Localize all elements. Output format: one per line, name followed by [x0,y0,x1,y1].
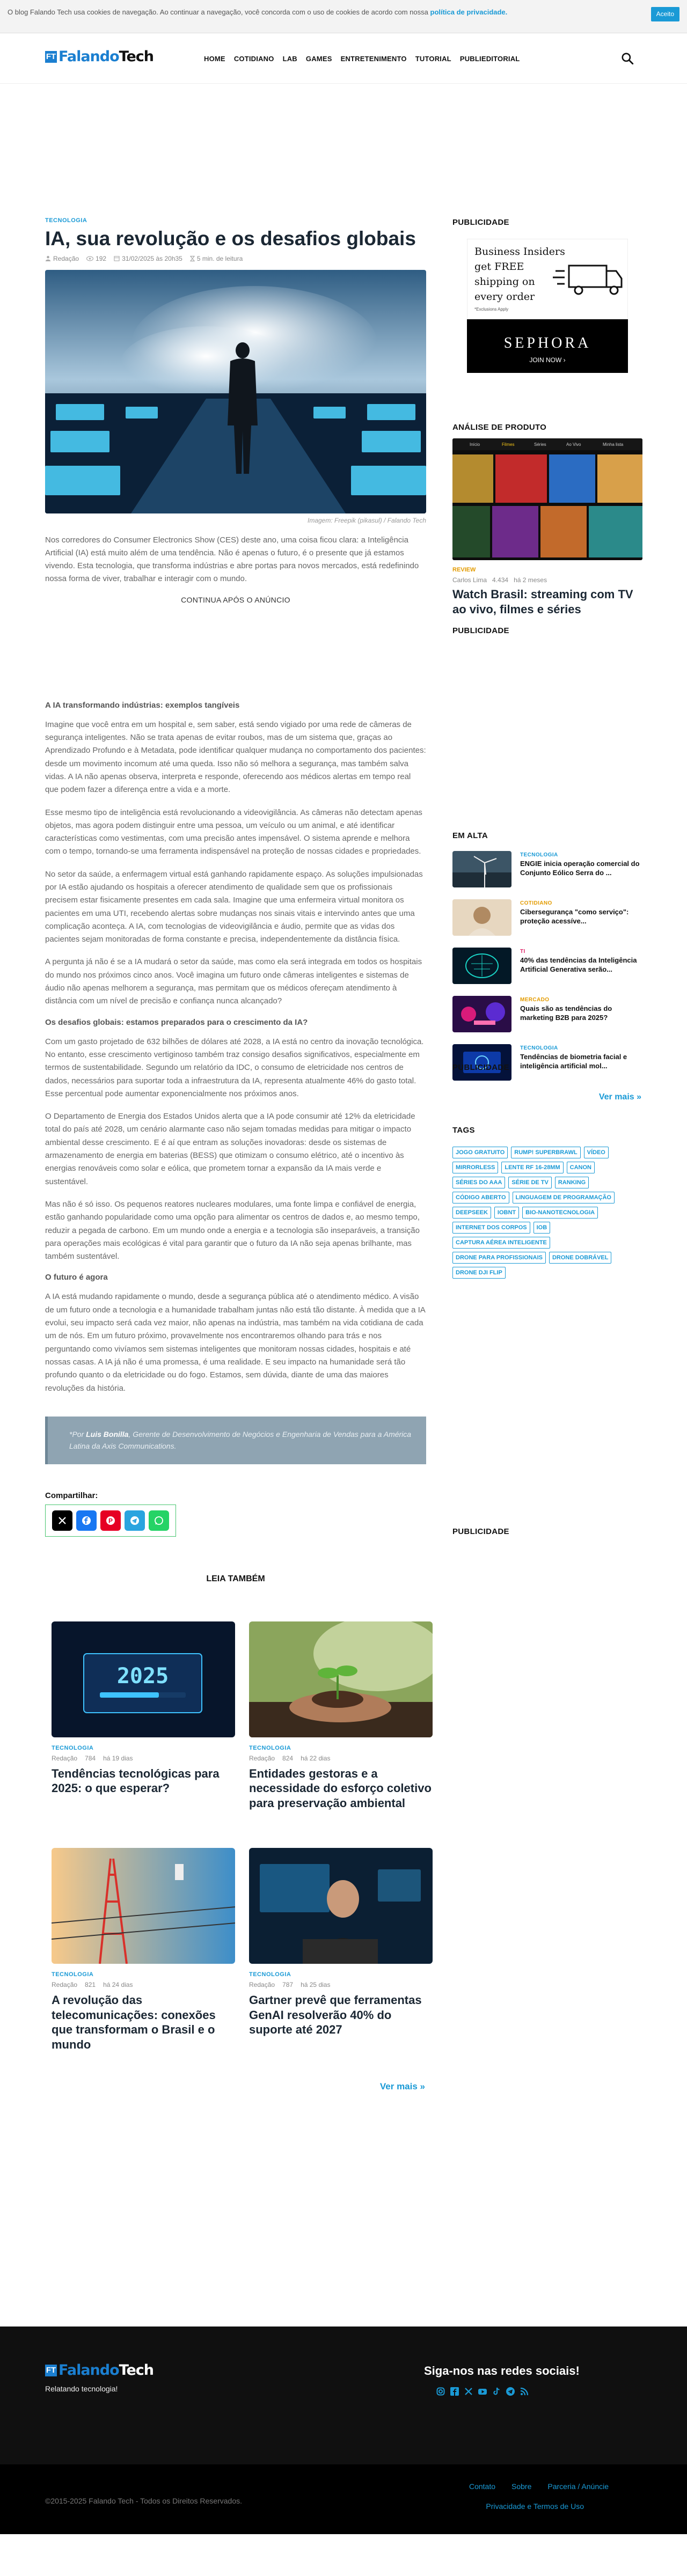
tag[interactable]: CAPTURA AÉREA INTELIGENTE [452,1237,550,1249]
article [45,215,432,2092]
accept-cookies-button[interactable]: Aceito [651,7,679,21]
trending-category: TI [520,949,525,955]
svg-text:Ao Vivo: Ao Vivo [566,442,581,447]
paragraph-8: A IA está mudando rapidamente o mundo, desde a segurança pública até o atendimento médico. A visão de um futuro onde a tecnologia e a humanidade trabalham juntas não está tão distante. À medida que a IA evolui, seu impacto será cada vez maior, não apenas na indústria, mas também na vida cotidiana de cada um de nós. Em um futuro próximo, provavelmente nos encontraremos olhando para trás e nos perguntando como vivíamos sem sistemas inteligentes que monitoram nossas cidades, hospitais e até nossas casas. A IA já não é uma promessa, é uma realidade. E seu impacto na humanidade será tão profundo quanto o da eletricidade ou do fogo. Estamos, sem dúvida, diante de uma das maiores revoluções da história. [45,1292,425,1393]
trending-heading: EM ALTA [452,831,488,840]
related-more-link[interactable]: Ver mais » [379,2081,425,2092]
related-meta [52,1755,235,1762]
review-views: 4.434 [492,576,509,584]
paragraph-7: Mas não é só isso. Os pequenos reatores nucleares modulares, uma fonte limpa e confiável de energia, estão ganhando popularidade como uma opção para alimentar os centros de dados e, ao mesmo tempo, reduzir a pegada de carbono. Em um mundo onde a energia e a tecnologia são inseparáveis, a transição para operações mais ecológicas é vital para garantir que o futuro da IA não seja apenas brilhante, mas também sustentável. [45,1199,420,1261]
svg-text:SEPHORA: SEPHORA [503,335,591,351]
tag[interactable]: MIRRORLESS [452,1162,498,1173]
related-views: 824 [282,1754,294,1762]
logo-text-1: Falando [59,2362,119,2379]
related-author: Redação [249,1754,275,1762]
site-logo[interactable] [45,48,154,65]
related-title-text[interactable]: Tendências tecnológicas para 2025: o que esperar? [52,1766,220,1795]
publicidade-heading: PUBLICIDADE [452,1063,509,1072]
tag[interactable]: RUMP! SUPERBRAWL [511,1147,580,1158]
trending-category: TECNOLOGIA [520,1045,558,1051]
review-title[interactable]: Watch Brasil: streaming com TV ao vivo, filmes e séries [452,588,633,616]
svg-text:every order: every order [474,291,535,303]
ad-continues-label: CONTINUA APÓS O ANÚNCIO [181,595,290,604]
trending-item[interactable] [452,899,642,936]
image-caption: Imagem: Freepik (pikasul) / Falando Tech [308,516,426,524]
trending-item[interactable] [452,851,642,887]
related-title-text[interactable]: Entidades gestoras e a necessidade do esforço coletivo para preservação ambiental [249,1766,432,1810]
footer-links [469,2482,609,2491]
related-author: Redação [52,1981,78,1989]
footer-link-parceria[interactable]: Parceria / Anúncie [547,2482,609,2491]
sidebar-ad-3 [452,1063,642,1072]
trending-item[interactable] [452,996,642,1032]
logo-mark: FT [45,2365,57,2376]
paragraph-6: O Departamento de Energia dos Estados Unidos alerta que a IA pode consumir até 12% da eletricidade total do país até 2028, um cenário alarmante caso não sejam tomadas medidas para mitigar o impacto ambiental desse crescimento. E é aí que entram as soluções inovadoras: desde os sistemas de armazenamento de energia em baterias (BESS) que otimizam o consumo elétrico, até o incentivo às energias renováveis como solar e eólica, que prometem tornar a expansão da IA mais verde e sustentável. [45,1112,415,1186]
trending-thumb [452,996,511,1032]
related-views: 784 [85,1754,96,1762]
svg-text:Minha lista: Minha lista [603,442,624,447]
review-image[interactable] [452,438,642,560]
eye-icon [86,256,93,261]
sidebar-ad-4 [452,1527,642,1536]
cookie-text: O blog Falando Tech usa cookies de navegação. Ao continuar a navegação, você concorda com o uso de cookies de acordo com nossa [8,8,428,16]
readtime-meta [190,255,243,262]
tag[interactable]: SÉRIE DE TV [508,1177,551,1188]
footer-link-privacidade[interactable]: Privacidade e Termos de Uso [486,2502,584,2511]
svg-text:Business Insiders: Business Insiders [474,246,565,258]
trending-title: ENGIE inicia operação comercial do Conjunto Eólico Serra do ... [520,860,640,877]
trending-thumb [452,948,511,984]
related-title-text[interactable]: Gartner prevê que ferramentas GenAI resolverão 40% do suporte até 2027 [249,1993,422,2037]
footer-logo[interactable] [45,2362,154,2379]
related-title: LEIA TAMBÉM [206,1574,265,1583]
footer-link-contato[interactable]: Contato [469,2482,496,2491]
tag[interactable]: VÍDEO [584,1147,609,1158]
trending-thumb [452,1044,511,1081]
related-grid [52,1621,432,2052]
related-ago: há 19 dias [103,1754,133,1762]
related-image [249,1621,433,1737]
tag[interactable]: DRONE DJI FLIP [452,1267,506,1279]
x-icon[interactable] [52,1510,72,1531]
svg-text:*Exclusions Apply: *Exclusions Apply [474,307,509,312]
hero-image [45,270,426,513]
related-category[interactable]: TECNOLOGIA [249,1971,291,1978]
review-ago: há 2 meses [514,576,547,584]
sephora-ad[interactable] [467,239,628,373]
instagram-icon[interactable] [436,2387,445,2396]
cookie-banner [0,0,687,33]
paragraph-4: A pergunta já não é se a IA mudará o setor da saúde, mas como ela será integrada em todos os hospitais do mundo nos próximos cinco anos. Você imagina um futuro onde câmeras inteligentes e sistemas de áudio não apenas melhorem a segurança, mas permitam que os médicos ofereçam atendimento à distância com um nível de precisão e confiança nunca alcançado? [45,957,422,1006]
trending-more-link[interactable]: Ver mais » [598,1092,641,1102]
main-nav [204,55,520,63]
site-footer [0,2327,687,2464]
trending-item[interactable] [452,1044,642,1081]
social-heading: Siga-nos nas redes sociais! [424,2364,580,2377]
paragraph-3: No setor da saúde, a enfermagem virtual está ganhando rapidamente espaço. As soluções impulsionadas por IA estão ajudando os hospitais a oferecer atendimento de qualidade sem que os profissionais precisem estar fisicamente presentes em cada sala. Imagine que uma enfermeira virtual monitora os pacientes em uma UTI, recebendo alertas sobre mudanças nos sinais vitais e intervindo antes que uma complicação aconteça. A IA, com tecnologias de videovigilância e áudio, permite que as vidas dos pacientes sejam monitoradas de forma constante e precisa, independentemente da distância física. [45,869,423,944]
tag[interactable]: LENTE RF 16-28MM [501,1162,563,1173]
review-widget [452,423,642,617]
youtube-icon[interactable] [478,2387,487,2396]
article-category[interactable]: TECNOLOGIA [45,217,87,224]
search-icon[interactable] [620,52,634,65]
related-card[interactable] [249,1621,433,1811]
tag-list [452,1147,640,1279]
section-heading-2: Os desafios globais: estamos preparados para o crescimento da IA? [45,1017,308,1027]
related-card[interactable] [52,1848,235,2052]
copyright: ©2015-2025 Falando Tech - Todos os Direitos Reservados. [45,2497,243,2505]
nav-tutorial[interactable]: TUTORIAL [415,55,451,63]
tag[interactable]: DRONE DOBRÁVEL [549,1252,612,1264]
telegram-icon[interactable] [125,1510,145,1531]
quote-prefix: *Por [69,1429,86,1439]
nav-home[interactable]: HOME [204,55,225,63]
x-icon[interactable] [464,2387,473,2396]
article-lead: Nos corredores do Consumer Electronics Show (CES) deste ano, uma coisa ficou clara: a Inteligência Artificial (IA) está muito além de uma tendência. Não é apenas o futuro, é o presente que já estamos vivendo. Esta tecnologia, que transforma indústrias e abre portas para novos mercados, está redefinindo nossa forma de viver, trabalhar e interagir com o mundo. [45,535,419,584]
related-image [52,1848,235,1964]
facebook-icon[interactable] [76,1510,97,1531]
svg-text:JOIN NOW ›: JOIN NOW › [529,356,566,364]
tag[interactable]: INTERNET DOS CORPOS [452,1222,530,1234]
related-ago: há 24 dias [103,1981,133,1989]
tag[interactable]: LINGUAGEM DE PROGRAMAÇÃO [513,1192,615,1203]
logo-text-1: Falando [59,48,119,65]
trending-title: Cibersegurança "como serviço": proteção acessíve... [520,908,629,925]
paragraph-1: Imagine que você entra em um hospital e, sem saber, está sendo vigiado por uma rede de câmeras de segurança inteligentes. Não se trata apenas de evitar roubos, mas de um sistema que, graças ao Aprendizado Profundo e à Metadata, pode identificar qualquer mudança no comportamento dos pacientes: desde um movimento incomum até uma queda. Isso não só melhora a segurança, mas também salva vidas. A IA não apenas observa, interpreta e responde, oferecendo aos médicos alertas em tempo real que podem fazer a diferença entre a vida e a morte. [45,720,426,795]
related-card[interactable] [249,1848,433,2052]
logo-text-2: Tech [119,2362,154,2379]
article-author: Redação [53,254,79,262]
tag[interactable]: DEEPSEEK [452,1207,491,1219]
trending-title: 40% das tendências da Inteligência Artificial Generativa serão... [520,956,637,973]
page-main [0,84,687,2327]
pinterest-icon[interactable] [100,1510,121,1531]
review-heading: ANÁLISE DE PRODUTO [452,423,547,432]
author-meta [45,255,79,262]
related-image [52,1621,235,1737]
footer-bottom [0,2464,687,2534]
tags-heading: TAGS [452,1126,475,1135]
related-card[interactable] [52,1621,235,1811]
trending-title: Tendências de biometria facial e inteligência artificial mol... [520,1053,627,1070]
article-date: 31/02/2025 às 20h35 [122,254,182,262]
publicidade-heading: PUBLICIDADE [452,218,509,227]
trending-category: COTIDIANO [520,900,552,906]
trending-category: MERCADO [520,997,550,1003]
tag[interactable]: BIO-NANOTECNOLOGIA [522,1207,598,1219]
tag[interactable]: CÓDIGO ABERTO [452,1192,509,1203]
nav-entretenimento[interactable]: ENTRETENIMENTO [340,55,407,63]
hourglass-icon [190,255,195,262]
svg-text:P: P [108,1517,113,1525]
related-category[interactable]: TECNOLOGIA [52,1744,94,1751]
related-category[interactable]: TECNOLOGIA [52,1971,94,1978]
tag[interactable]: CANON [567,1162,595,1173]
article-views: 192 [96,254,107,262]
ad-space [45,604,426,701]
review-category[interactable]: REVIEW [452,567,476,573]
related-ago: há 22 dias [301,1754,331,1762]
paragraph-5: Com um gasto projetado de 632 bilhões de dólares até 2028, a IA está no centro da inovação tecnológica. No entanto, esse crescimento vertiginoso também traz consigo desafios significativos, especialmente em termos de sustentabilidade. Segundo um relatório da IDC, o consumo de eletricidade nos centros de dados, necessários para suportar toda a infraestrutura da IA, representa atualmente 46% do gasto total. Esse percentual pode aumentar exponencialmente nos próximos anos. [45,1037,424,1098]
facebook-icon[interactable] [450,2387,459,2396]
related-meta [52,1981,235,1988]
related-category[interactable]: TECNOLOGIA [249,1744,291,1751]
related-ago: há 25 dias [301,1981,331,1989]
svg-text:2025: 2025 [116,1663,169,1689]
related-image [249,1848,433,1964]
share-buttons [45,1504,176,1537]
footer-tagline: Relatando tecnologia! [45,2384,118,2393]
svg-text:shipping on: shipping on [474,276,535,288]
article-read-time: 5 min. de leitura [196,254,243,262]
article-meta [45,255,426,262]
user-icon [45,255,51,261]
related-views: 821 [85,1981,96,1989]
publicidade-heading: PUBLICIDADE [452,626,509,635]
section-heading-1: A IA transformando indústrias: exemplos tangíveis [45,700,240,710]
related-meta [249,1755,433,1762]
nav-publieditorial[interactable]: PUBLIEDITORIAL [459,55,520,63]
trending-widget [452,831,642,1102]
tiktok-icon[interactable] [492,2387,501,2396]
related-author: Redação [52,1754,78,1762]
section-heading-3: O futuro é agora [45,1273,108,1282]
related-author: Redação [249,1981,275,1989]
footer-link-sobre[interactable]: Sobre [511,2482,532,2491]
publicidade-heading: PUBLICIDADE [452,1527,509,1536]
sidebar-ad-2 [452,626,642,635]
trending-title: Quais são as tendências do marketing B2B para 2025? [520,1004,612,1022]
svg-text:Séries: Séries [534,442,546,447]
trending-item[interactable] [452,948,642,984]
review-meta [452,576,642,584]
whatsapp-icon[interactable] [149,1510,169,1531]
views-meta [86,255,106,262]
trending-category: TECNOLOGIA [520,852,558,858]
tag[interactable]: IOB [533,1222,551,1234]
social-links [436,2387,529,2396]
quote-author: Luis Bonilla [86,1429,129,1439]
svg-text:Filmes: Filmes [502,442,515,447]
sidebar-ad-1 [452,218,642,373]
quote-text: , Gerente de Desenvolvimento de Negócios e Engenharia de Vendas para a América Latina da Axis Communications. [69,1429,412,1451]
telegram-icon[interactable] [506,2387,515,2396]
tag[interactable]: SÉRIES DO AAA [452,1177,505,1188]
tag[interactable]: IOBNT [494,1207,519,1219]
related-views: 787 [282,1981,294,1989]
related-title-text[interactable]: A revolução das telecomunicações: conexões que transformam o Brasil e o mundo [52,1993,216,2051]
trending-thumb [452,899,511,936]
article-title: IA, sua revolução e os desafios globais [45,227,416,249]
privacy-policy-link[interactable]: política de privacidade. [430,8,508,16]
svg-text:get FREE: get FREE [474,261,524,273]
logo-text-2: Tech [119,48,154,65]
review-author: Carlos Lima [452,576,487,584]
svg-text:Início: Início [470,442,480,447]
rss-icon[interactable] [520,2387,529,2396]
calendar-icon [114,255,120,261]
site-header [0,33,687,84]
logo-mark: FT [45,51,57,63]
nav-games[interactable]: GAMES [305,55,332,63]
tag[interactable]: JOGO GRATUITO [452,1147,508,1158]
author-quote [45,1417,426,1464]
date-meta [114,255,182,262]
trending-thumb [452,851,511,887]
tags-widget [452,1126,642,1279]
tag[interactable]: RANKING [555,1177,589,1188]
related-meta [249,1981,433,1988]
nav-cotidiano[interactable]: COTIDIANO [233,55,274,63]
share-title: Compartilhar: [45,1491,98,1500]
nav-lab[interactable]: LAB [282,55,297,63]
paragraph-2: Esse mesmo tipo de inteligência está revolucionando a videovigilância. As câmeras não detectam apenas objetos, mas agora podem distinguir entre uma pessoa, um veículo ou um animal, e até identificar características como vestimentas, com uma precisão antes impensável. O sistema aprende e melhora com o tempo, tornando-se uma ferramenta indispensável na proteção de nossas cidades e propriedades. [45,808,422,856]
tag[interactable]: DRONE PARA PROFISSIONAIS [452,1252,546,1264]
